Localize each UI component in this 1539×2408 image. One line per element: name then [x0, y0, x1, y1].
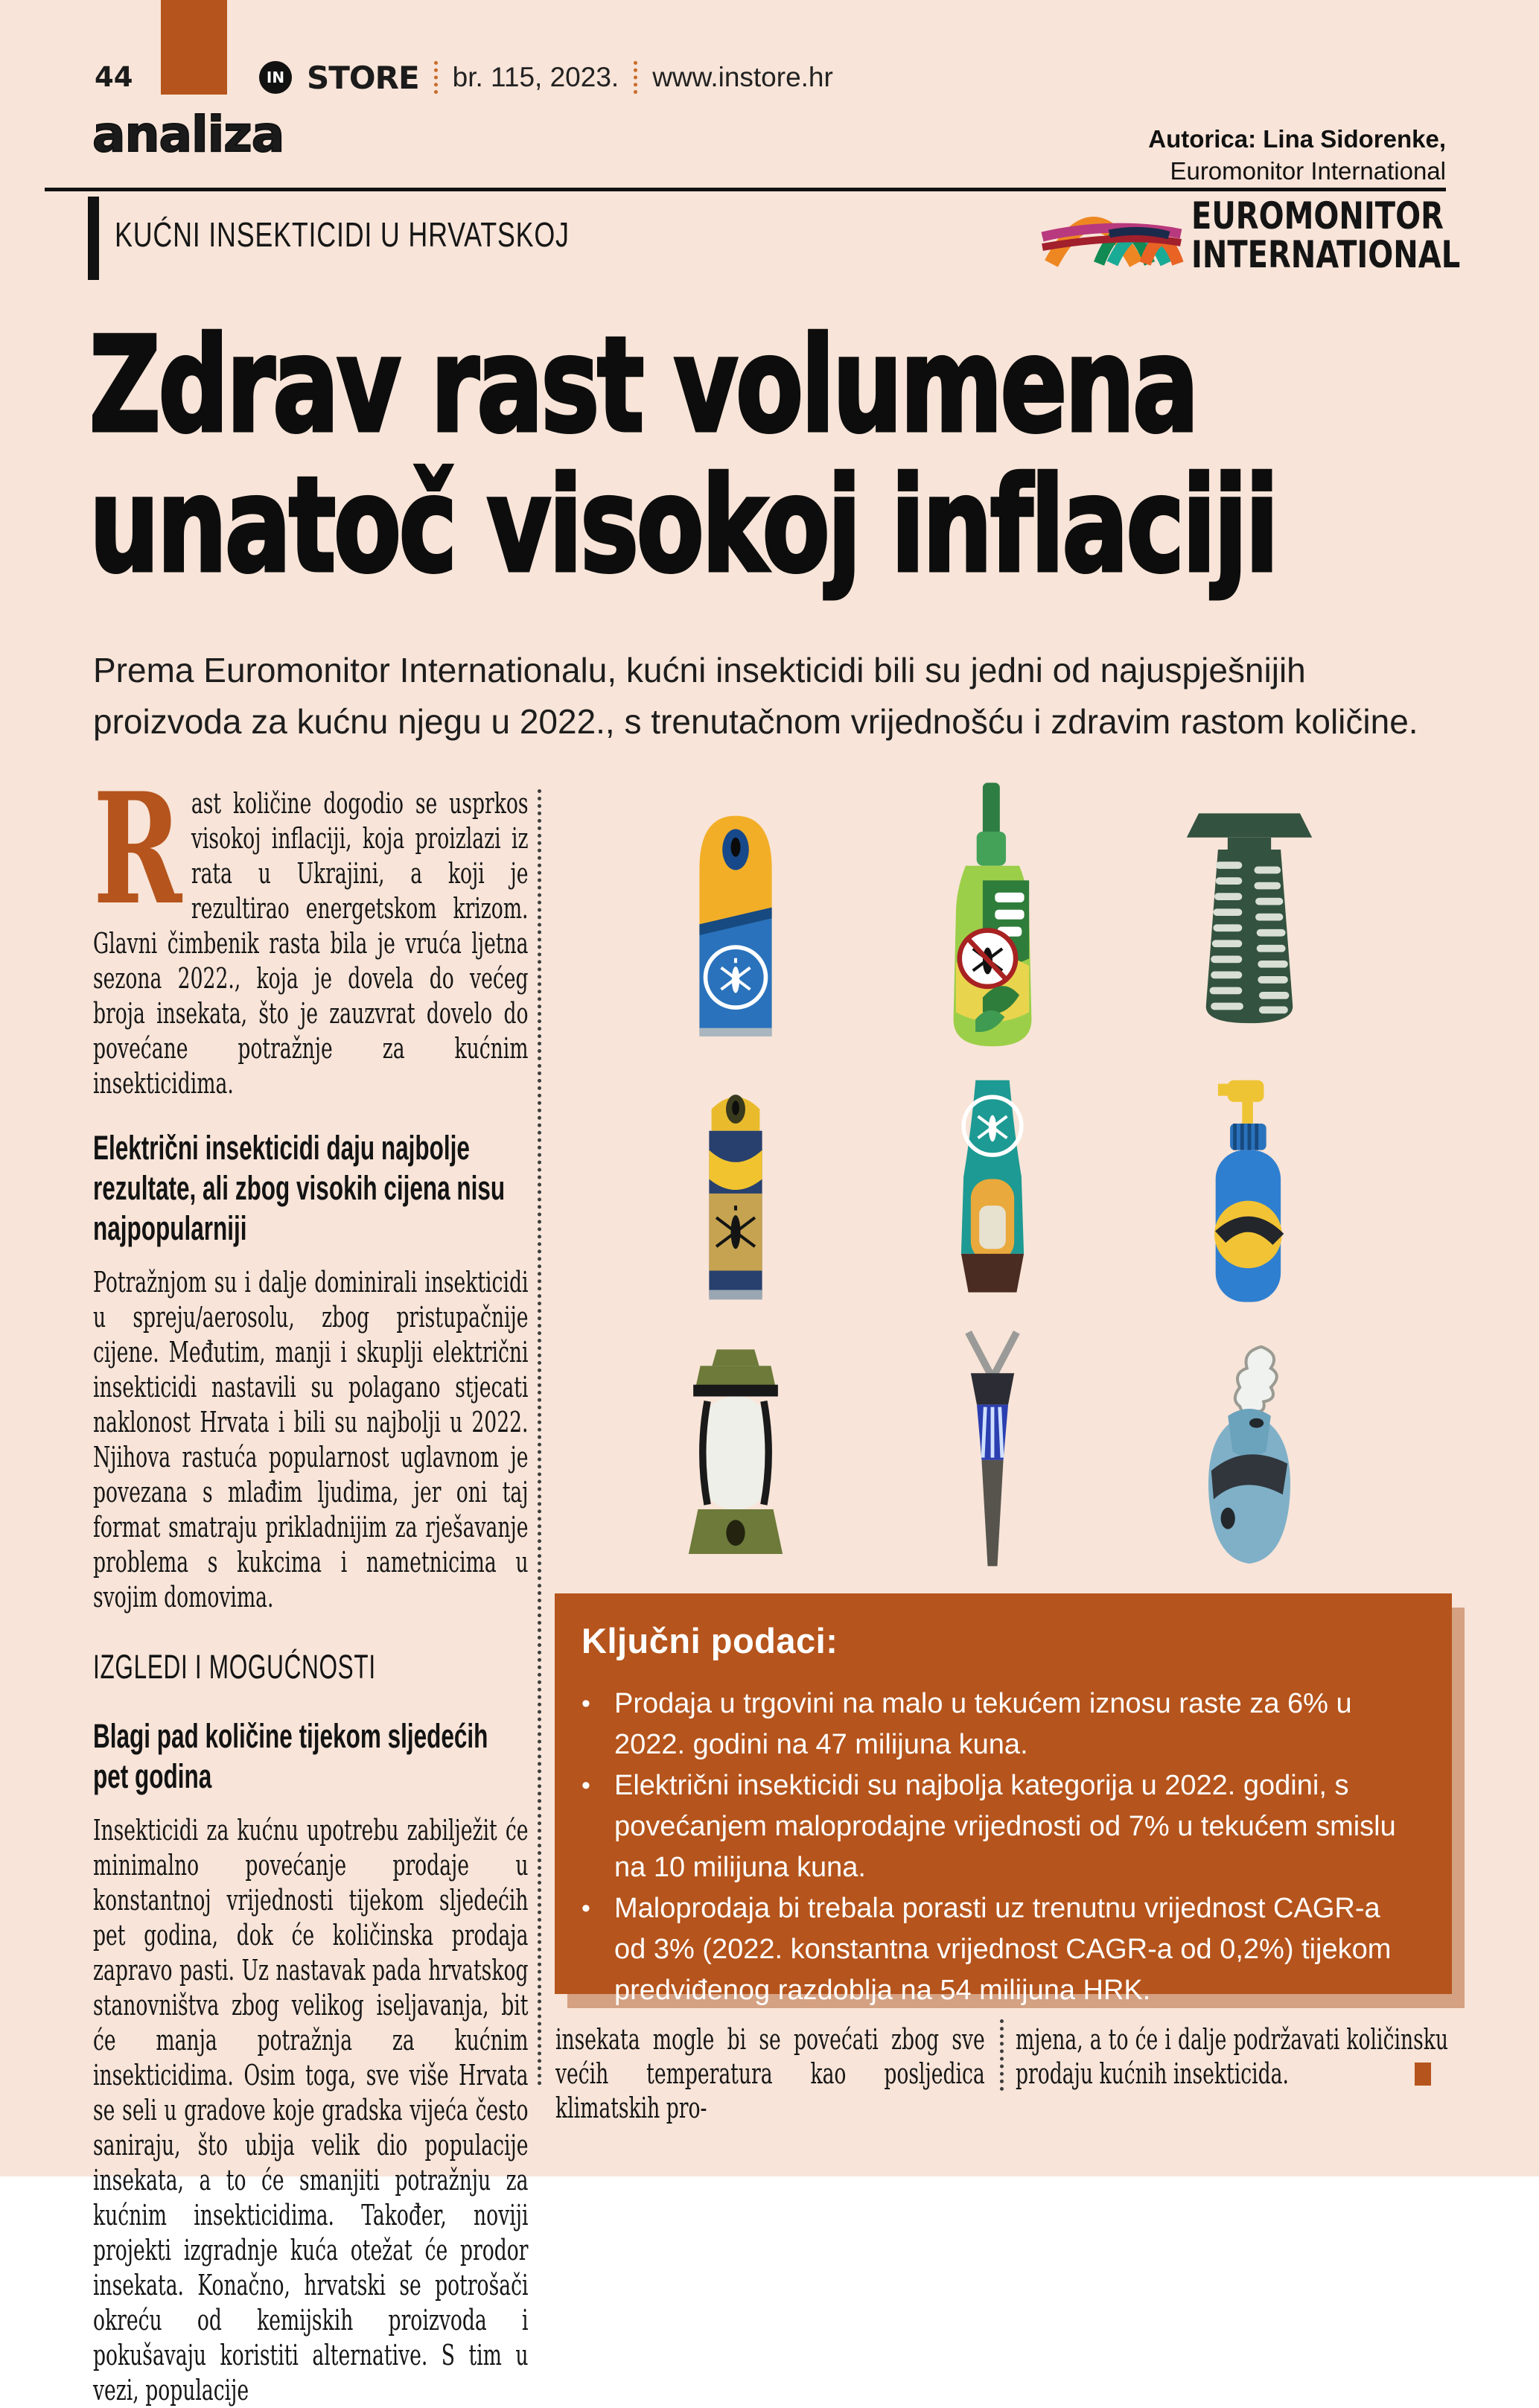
key-facts-title: Ključni podaci: — [581, 1621, 838, 1660]
euromonitor-logo-text — [1191, 194, 1461, 276]
blue-pump-spray-bottle-illustration — [1121, 1071, 1377, 1328]
dotted-separator — [634, 61, 637, 94]
key-fact-text: Prodaja u trgovini na malo u tekućem iznosu raste za 6% u 2022. godini na 47 milijuna kuna. — [614, 1688, 1352, 1760]
kicker-bar — [88, 197, 99, 280]
key-fact-item — [581, 1765, 1415, 1888]
bullet-icon: • — [581, 1894, 590, 1923]
header-rule — [45, 188, 1446, 191]
bottom-column-1 — [555, 2022, 985, 2125]
brand-line2: INTERNATIONAL — [1191, 233, 1461, 276]
key-fact-item — [581, 1888, 1415, 2011]
paragraph-2: Potražnjom su i dalje dominirali insekticidi u spreju/aerosolu, zbog pristupačnije cijene. Međutim, manji i skuplji električni insekticidi nastavili su polagano stjecati naklonost Hrvata i bili su najbolji u 2022. Njihova rastuća popularnost uglavnom je povezana s mlađim ljudima, jer oni taj format smatraju prikladnijim za rješavanje problema s kukcima i nametnicima u svojim domovima. — [93, 1266, 529, 1614]
headline-line2: unatoč visokoj inflaciji — [89, 449, 1277, 602]
author-name: Autorica: Lina Sidorenke, — [1148, 125, 1446, 153]
electric-insect-killer-tower-illustration — [1121, 780, 1377, 1071]
lead-paragraph: Prema Euromonitor Internationalu, kućni insekticidi bili su jedni od najuspješnijih proizvoda za kućnu njegu u 2022., s trenutačnom vrijednošću i zdravim rastom količine. — [93, 651, 1418, 741]
euromonitor-logo-icon — [1041, 195, 1182, 270]
website-link[interactable]: www.instore.hr — [652, 62, 833, 92]
bullet-icon: • — [581, 1689, 590, 1718]
section-title: analiza — [92, 106, 284, 163]
paragraph-3: Insekticidi za kućnu upotrebu zabilježit će minimalno povećanje prodaje u konstantnoj vrijednosti tijekom sljedećih pet godina, dok će količinska prodaja zapravo pasti. Uz nastavak pada hrvatskog stanovništva zbog velikog iseljavanja, bit će manja potražnja za kućnim insekticidima. Osim toga, sve više Hrvata se seli u gradove koje gradska vijeća često saniraju, što ubija velik dio populacije insekata, a to će smanjiti potražnju za kućnim insekticidima. Također, noviji projekti izgradnje kuća otežat će prodor insekata. Konačno, hrvatski se potrošači okreću od kemijskih proizvoda i pokušavaju koristiti alternative. S tim u vezi, populacije — [93, 1814, 529, 2407]
hanging-uv-zapper-illustration — [864, 1328, 1121, 1584]
author-byline — [1148, 124, 1446, 188]
vaporizer-diffuser-illustration — [1121, 1328, 1377, 1584]
bottom-column-2 — [1016, 2022, 1448, 2091]
bottom-column-2-text: mjena, a to će i dalje podržavati količinsku prodaju kućnih insekticida. — [1016, 2023, 1448, 2090]
brand-line1: EUROMONITOR — [1191, 194, 1444, 238]
headline — [89, 309, 1277, 602]
key-fact-text: Maloprodaja bi trebala porasti uz trenutnu vrijednost CAGR-a od 3% (2022. konstantna vrijednost CAGR-a od 0,2%) tijekom predviđenog razdoblja na 54 milijuna HRK. — [614, 1893, 1392, 2006]
drop-cap: R — [93, 760, 182, 939]
issue-number: br. 115, 2023. — [452, 62, 619, 92]
paragraph-1 — [93, 760, 529, 1101]
dotted-separator — [434, 61, 438, 94]
paragraph-1-text: ast količine dogodio se usprkos visokoj inflaciji, koja proizlazi iz rata u Ukrajini, a koji je rezultirao energetskom krizom. Glavni čimbenik rasta bila je vruća ljetna sezona 2022., koja je dovela do većeg broja insekata, što je zauzvrat dovelo do povećane potražnje za kućnim insekticidima. — [93, 787, 529, 1100]
bottom-column-1-text: insekata mogle bi se povećati zbog sve većih temperatura kao posljedica klimatskih pro- — [555, 2023, 985, 2124]
bullet-icon: • — [581, 1771, 590, 1800]
teal-repellent-bottle-illustration — [864, 1071, 1121, 1328]
article-end-mark — [1415, 2063, 1431, 2086]
instore-in-icon: IN — [259, 61, 292, 94]
navy-yellow-spray-can-illustration — [607, 1071, 864, 1328]
key-facts-box — [555, 1593, 1452, 2006]
masthead — [259, 60, 833, 95]
key-fact-text: Električni insekticidi su najbolja kategorija u 2022. godini, s povećanjem maloprodajne vrijednosti od 7% u tekućem smislu na 10 milijuna kuna. — [614, 1770, 1396, 1883]
page-number: 44 — [95, 61, 133, 93]
masthead-orange-block — [161, 0, 227, 95]
bottom-column-divider-dotted — [1000, 2019, 1004, 2091]
headline-line1: Zdrav rast volumena — [89, 309, 1197, 462]
article-kicker: KUĆNI INSEKTICIDI U HRVATSKOJ — [115, 215, 570, 254]
subheading-decline: Blagi pad količine tijekom sljedećih pet godina — [93, 1717, 488, 1795]
author-company: Euromonitor International — [1170, 156, 1446, 185]
left-column — [93, 760, 529, 2408]
olive-insect-lantern-illustration — [607, 1328, 864, 1584]
column-divider-dotted — [538, 789, 541, 2086]
section-label-outlook: IZGLEDI I MOGUĆNOSTI — [93, 1648, 376, 1686]
spray-can-blue-yellow-illustration — [607, 780, 864, 1071]
green-spray-bottle-illustration — [864, 780, 1121, 1071]
instore-logo-text: STORE — [307, 59, 419, 96]
subheading-electric: Električni insekticidi daju najbolje rezultate, ali zbog visokih cijena nisu najpopularniji — [93, 1129, 506, 1247]
key-fact-item — [581, 1684, 1415, 1765]
insecticide-illustration-grid — [607, 780, 1377, 1584]
